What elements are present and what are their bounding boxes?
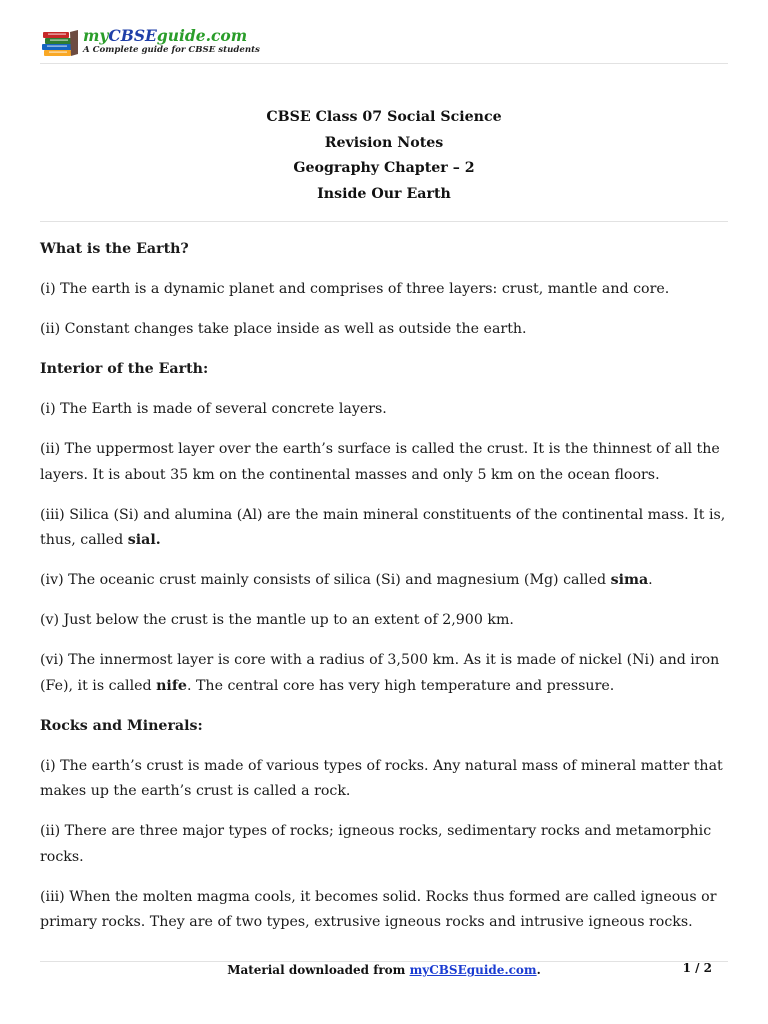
brand-tagline: A Complete guide for CBSE students xyxy=(83,45,260,55)
paragraph-rocks-2: (ii) There are three major types of rocks; igneous rocks, sedimentary rocks and metamorphic rocks. xyxy=(40,823,712,865)
footer-credit xyxy=(40,963,728,977)
brand-cbse: CBSE xyxy=(108,26,157,45)
brand-logo-text xyxy=(83,27,247,45)
interior-6-end: . The central core has very high temperature and pressure. xyxy=(186,677,615,694)
footer-prefix: Material downloaded from xyxy=(227,963,410,977)
title-divider xyxy=(40,221,728,222)
interior-4-end: . xyxy=(648,572,653,588)
term-sial: sial. xyxy=(127,532,161,548)
paragraph-interior-6 xyxy=(40,648,730,699)
term-sima: sima xyxy=(610,572,649,588)
interior-3-text: (iii) Silica (Si) and alumina (Al) are the main mineral constituents of the continental mass. It is, thus, called xyxy=(40,506,726,548)
paragraph-earth-2: (ii) Constant changes take place inside as well as outside the earth. xyxy=(40,321,527,337)
paragraph-earth-1: (i) The earth is a dynamic planet and comprises of three layers: crust, mantle and core. xyxy=(40,281,670,297)
paragraph-interior-5: (v) Just below the crust is the mantle up to an extent of 2,900 km. xyxy=(40,612,514,628)
paragraph-interior-4 xyxy=(40,568,730,594)
page-number: 1 / 2 xyxy=(682,961,712,975)
title-line-3: Geography Chapter – 2 xyxy=(293,160,475,176)
section-heading-interior: Interior of the Earth: xyxy=(40,361,209,377)
books-logo-icon xyxy=(40,28,80,58)
header-divider xyxy=(40,63,728,64)
title-line-2: Revision Notes xyxy=(324,134,444,151)
section-heading-rocks: Rocks and Minerals: xyxy=(40,717,203,734)
title-line-4: Inside Our Earth xyxy=(317,185,451,202)
section-heading-earth: What is the Earth? xyxy=(40,241,189,257)
brand-my: my xyxy=(83,26,109,45)
title-line-1: CBSE Class 07 Social Science xyxy=(266,109,502,125)
paragraph-rocks-1: (i) The earth’s crust is made of various types of rocks. Any natural mass of mineral matter that makes up the earth’s crust is called a rock. xyxy=(40,757,723,799)
interior-4-text: (iv) The oceanic crust mainly consists of silica (Si) and magnesium (Mg) called xyxy=(40,572,611,588)
paragraph-interior-1: (i) The Earth is made of several concrete layers. xyxy=(40,401,387,417)
brand-guide: guide.com xyxy=(156,26,248,45)
interior-6-text: (vi) The innermost layer is core with a radius of 3,500 km. As it is made of nickel (Ni) and iron (Fe), it is called xyxy=(40,652,720,694)
term-nife: nife xyxy=(156,677,187,694)
footer-suffix: . xyxy=(536,963,541,977)
document-title xyxy=(40,105,728,207)
footer-site-link[interactable]: myCBSEguide.com xyxy=(409,963,537,977)
footer-divider xyxy=(40,961,728,962)
paragraph-interior-3 xyxy=(40,503,730,554)
site-header xyxy=(40,24,728,62)
paragraph-interior-2: (ii) The uppermost layer over the earth’s surface is called the crust. It is the thinnest of all the layers. It is about 35 km on the continental masses and only 5 km on the ocean floors. xyxy=(40,441,720,483)
paragraph-rocks-3: (iii) When the molten magma cools, it becomes solid. Rocks thus formed are called igneous or primary rocks. They are of two types, extrusive igneous rocks and intrusive igneous rocks. xyxy=(40,888,717,930)
document-body xyxy=(40,237,730,950)
